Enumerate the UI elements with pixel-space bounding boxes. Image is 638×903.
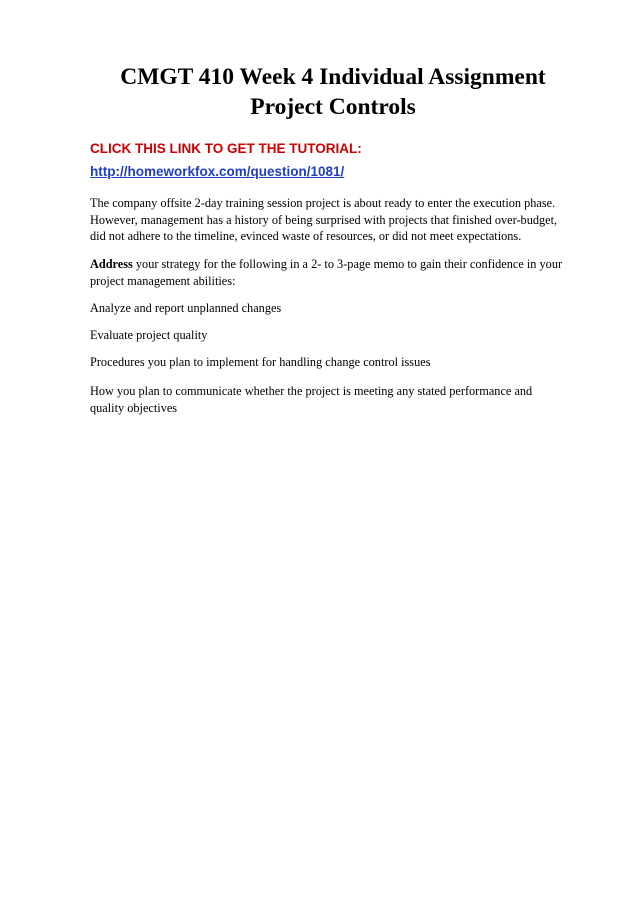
address-lead-word: Address bbox=[90, 257, 133, 271]
task-item-3: Procedures you plan to implement for handling change control issues bbox=[90, 355, 431, 369]
tutorial-link[interactable]: http://homeworkfox.com/question/1081/ bbox=[90, 164, 345, 179]
instructions-paragraph bbox=[90, 256, 590, 289]
instructions-line-1-rest: your strategy for the following in a 2- to 3-page memo to gain their confidence in your bbox=[132, 257, 563, 271]
task-item-4-line-2: quality objectives bbox=[90, 400, 178, 415]
tutorial-call-to-action: CLICK THIS LINK TO GET THE TUTORIAL: bbox=[90, 141, 362, 156]
document-title-line-2: Project Controls bbox=[250, 94, 416, 120]
task-item-4 bbox=[90, 383, 590, 416]
intro-paragraph bbox=[90, 195, 590, 245]
task-item-1: Analyze and report unplanned changes bbox=[90, 301, 282, 315]
document-title-line-1: CMGT 410 Week 4 Individual Assignment bbox=[120, 64, 546, 90]
intro-line-2: However, management has a history of being surprised with projects that finished over-budget, bbox=[90, 212, 558, 227]
instructions-line-2: project management abilities: bbox=[90, 273, 236, 288]
intro-line-3: did not adhere to the timeline, evinced waste of resources, or did not meet expectations. bbox=[90, 229, 522, 243]
intro-line-1: The company offsite 2-day training session project is about ready to enter the execution phase. bbox=[90, 196, 556, 210]
instructions-line-1 bbox=[90, 256, 590, 273]
task-item-2: Evaluate project quality bbox=[90, 328, 208, 342]
task-item-4-line-1: How you plan to communicate whether the project is meeting any stated performance and bbox=[90, 384, 533, 398]
